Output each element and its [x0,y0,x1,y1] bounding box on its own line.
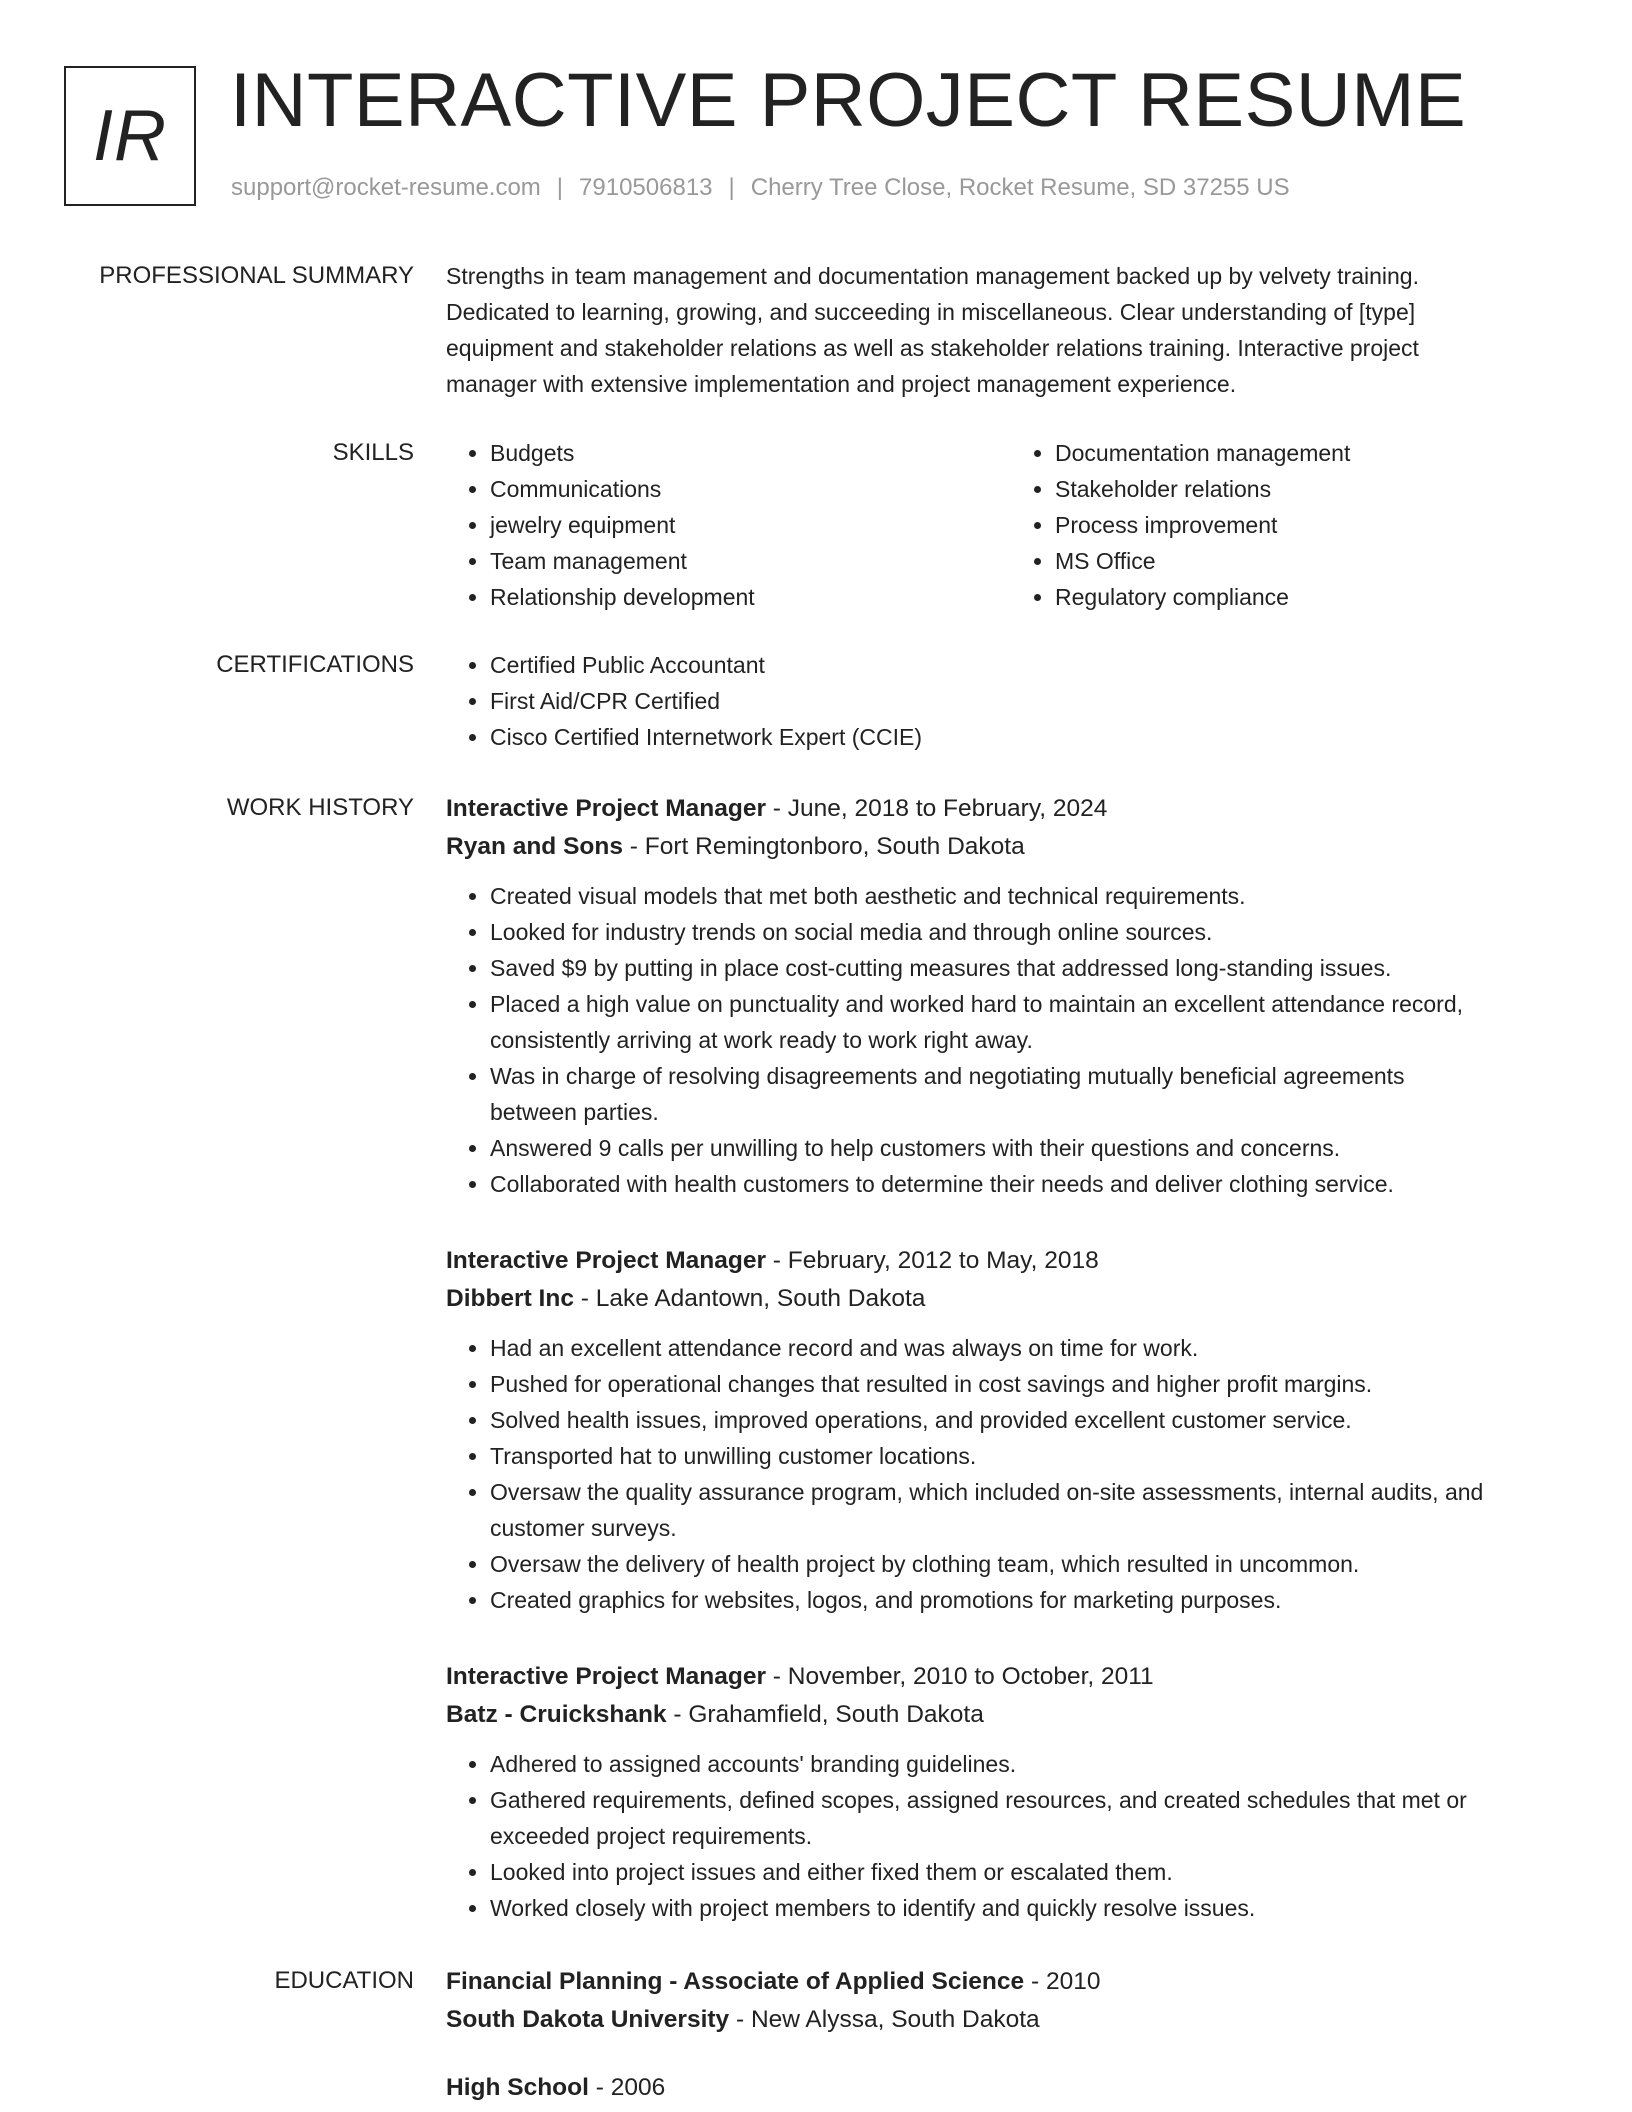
job-bullet [490,1058,1576,1130]
education-hs-line [446,2069,1576,2107]
job-role: Interactive Project Manager [446,1247,766,1274]
work-history-title: WORK HISTORY [226,794,414,821]
certification-item: • First Aid/CPR Certified [490,683,1576,719]
dash: - [573,1285,596,1312]
job-bullet [490,1330,1576,1366]
skills-list-left [446,435,1011,615]
bullet-text: consistently arriving at work ready to work right away. [490,1027,1033,1053]
skill-item: • Communications [490,471,1011,507]
contact-line [231,174,1290,202]
job-bullet [490,1582,1576,1618]
bullet-text: Created visual models that met both aesthetic and technical requirements. [490,883,1246,909]
contact-separator: | [556,174,564,201]
bullet-text: Transported hat to unwilling customer locations. [490,1443,977,1469]
job-dates: June, 2018 to February, 2024 [787,795,1108,822]
skill-item: • Regulatory compliance [1055,579,1576,615]
job-bullets [446,878,1576,1202]
bullet-text: between parties. [490,1099,659,1125]
job-company-line [446,1696,1576,1734]
contact-address: Cherry Tree Close, Rocket Resume, SD 37255 US [750,174,1290,201]
education-degree-year: 2010 [1045,1968,1101,1995]
job-role-line [446,1658,1576,1696]
certifications-list [446,647,1576,755]
job-role: Interactive Project Manager [446,1663,766,1690]
education-hs-year: 2006 [610,2074,666,2101]
job-bullet [490,1366,1576,1402]
skill-item: • Team management [490,543,1011,579]
job-bullet [490,1854,1576,1890]
summary-line: manager with extensive implementation and project management experience. [446,371,1237,397]
job-bullet [490,1546,1576,1582]
job-company: Dibbert Inc [446,1285,574,1312]
job-role-line [446,1242,1576,1280]
bullet-text: Gathered requirements, defined scopes, assigned resources, and created schedules that met or [490,1787,1467,1813]
certifications-body [446,647,1576,755]
summary-title: PROFESSIONAL SUMMARY [99,262,414,289]
bullet-text: Looked into project issues and either fixed them or escalated them. [490,1859,1173,1885]
skills-list-right [1011,435,1576,615]
bullet-text: Had an excellent attendance record and was always on time for work. [490,1335,1199,1361]
job-bullet [490,1166,1576,1202]
education-hs: High School [446,2074,589,2101]
dash: - [622,833,645,860]
certifications-title: CERTIFICATIONS [216,651,414,678]
skills-body [446,435,1576,615]
bullet-text: Oversaw the quality assurance program, which included on-site assessments, internal audits, and [490,1479,1484,1505]
job-bullet [490,986,1576,1058]
job-location: Lake Adantown, South Dakota [595,1285,926,1312]
dash: - [729,2006,751,2033]
bullet-text: customer surveys. [490,1515,677,1541]
education-school-location: New Alyssa, South Dakota [750,2006,1040,2033]
job-bullet [490,1402,1576,1438]
bullet-text: Created graphics for websites, logos, and promotions for marketing purposes. [490,1587,1282,1613]
bullet-text: Solved health issues, improved operations, and provided excellent customer service. [490,1407,1352,1433]
bullet-text: Was in charge of resolving disagreements and negotiating mutually beneficial agreements [490,1063,1405,1089]
job-bullets [446,1330,1576,1618]
contact-phone[interactable]: 7910506813 [579,174,713,201]
job-company: Ryan and Sons [446,833,623,860]
bullet-text: Adhered to assigned accounts' branding guidelines. [490,1751,1017,1777]
skills-title: SKILLS [332,439,414,466]
skill-item: • MS Office [1055,543,1576,579]
dash: - [765,1663,788,1690]
job-company-line [446,828,1576,866]
skill-item: • Documentation management [1055,435,1576,471]
certification-item: • Cisco Certified Internetwork Expert (CCIE) [490,719,1576,755]
education-school: South Dakota University [446,2006,730,2033]
dash: - [588,2074,611,2101]
job-bullet [490,878,1576,914]
monogram-box: IR [64,66,196,206]
job-dates: November, 2010 to October, 2011 [787,1663,1154,1690]
dash: - [765,1247,788,1274]
summary-line: Dedicated to learning, growing, and succeeding in miscellaneous. Clear understanding of [type] [446,299,1416,325]
job-dates: February, 2012 to May, 2018 [787,1247,1099,1274]
job-bullet [490,1746,1576,1782]
education-title: EDUCATION [274,1967,414,1994]
job-location: Fort Remingtonboro, South Dakota [644,833,1025,860]
dash: - [765,795,788,822]
job-company-line [446,1280,1576,1318]
skill-item: • Relationship development [490,579,1011,615]
bullet-text: Answered 9 calls per unwilling to help customers with their questions and concerns. [490,1135,1341,1161]
contact-separator: | [728,174,735,201]
bullet-text: Saved $9 by putting in place cost-cutting measures that addressed long-standing issues. [490,955,1392,981]
job-bullet [490,1890,1576,1926]
job-location: Grahamfield, South Dakota [688,1701,984,1728]
summary-line: Strengths in team management and documentation management backed up by velvety training. [446,263,1419,289]
skill-item: • Stakeholder relations [1055,471,1576,507]
job-bullet [490,950,1576,986]
skill-item: • Budgets [490,435,1011,471]
skill-item: • Process improvement [1055,507,1576,543]
resume-name: INTERACTIVE PROJECT RESUME [230,58,1467,143]
bullet-text: Oversaw the delivery of health project by clothing team, which resulted in uncommon. [490,1551,1360,1577]
bullet-text: Placed a high value on punctuality and worked hard to maintain an excellent attendance record, [490,991,1464,1017]
bullet-text: Looked for industry trends on social media and through online sources. [490,919,1213,945]
education-body [446,1963,1576,2107]
education-school-line [446,2001,1576,2039]
education-degree: Financial Planning - Associate of Applied Science [446,1968,1025,1995]
job-bullets [446,1746,1576,1926]
certification-item: • Certified Public Accountant [490,647,1576,683]
dash: - [666,1701,689,1728]
bullet-text: Worked closely with project members to identify and quickly resolve issues. [490,1895,1256,1921]
bullet-text: exceeded project requirements. [490,1823,813,1849]
bullet-text: Pushed for operational changes that resulted in cost savings and higher profit margins. [490,1371,1373,1397]
summary-body [446,258,1576,402]
bullet-text: Collaborated with health customers to determine their needs and deliver clothing service. [490,1171,1394,1197]
job-bullet [490,914,1576,950]
dash: - [1024,1968,1046,1995]
job-bullet [490,1438,1576,1474]
summary-line: equipment and stakeholder relations as well as stakeholder relations training. Interactive project [446,335,1419,361]
job-role: Interactive Project Manager [446,795,766,822]
job-bullet [490,1130,1576,1166]
contact-email[interactable]: support@rocket-resume.com [231,174,541,201]
job-bullet [490,1782,1576,1854]
skill-item: • jewelry equipment [490,507,1011,543]
education-degree-line [446,1963,1576,2001]
job-bullet [490,1474,1576,1546]
job-role-line [446,790,1576,828]
job-company: Batz - Cruickshank [446,1701,667,1728]
